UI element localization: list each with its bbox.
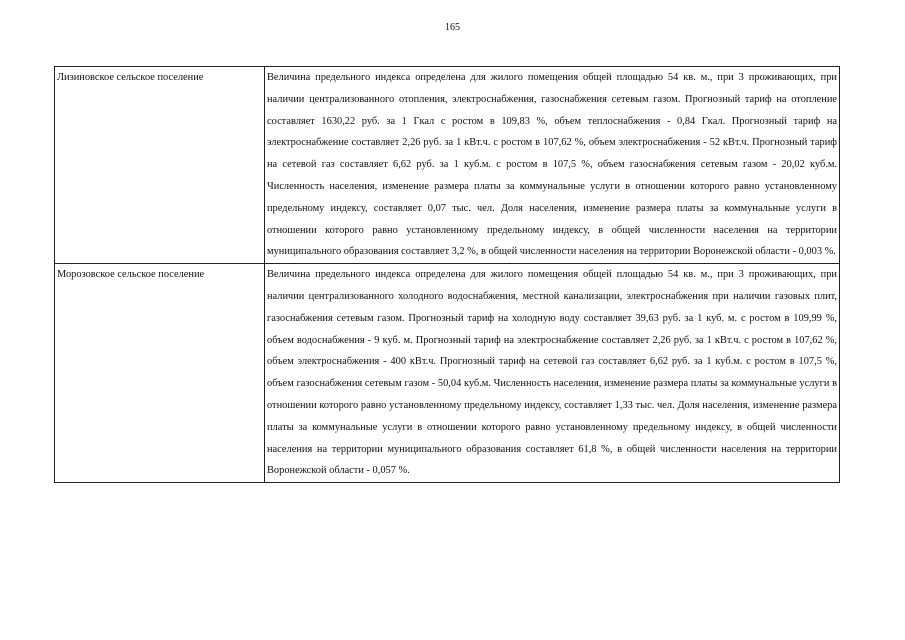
- page-number: 165: [445, 22, 460, 33]
- table-row: [55, 264, 840, 483]
- index-description-cell: Величина предельного индекса определена для жилого помещения общей площадью 54 кв. м., при 3 проживающих, при наличии централизованного отопления, электроснабжения, газоснабжения сетевым газом. Прогнозный тариф на отопление составляет 1630,22 руб. за 1 Гкал с ростом в 109,83 %, объем теплоснабжения - 0,84 Гкал. Прогнозный тариф на электроснабжение составляет 2,26 руб. за 1 кВт.ч. с ростом в 107,62 %, объем электроснабжения - 52 кВт.ч. Прогнозный тариф на сетевой газ составляет 6,62 руб. за 1 куб.м. с ростом в 107,5 %, объем газоснабжения сетевым газом - 20,02 куб.м. Численность населения, изменение размера платы за коммунальные услуги в отношении которого равно установленному предельному индексу, составляет 0,07 тыс. чел. Доля населения, изменение размера платы за коммунальные услуги в отношении которого равно установленному предельному индексу, в общей численности населения на территории муниципального образования составляет 3,2 %, в общей численности населения на территории Воронежской области - 0,003 %.: [265, 67, 840, 264]
- index-description-cell: Величина предельного индекса определена для жилого помещения общей площадью 54 кв. м., при 3 проживающих, при наличии централизованного холодного водоснабжения, местной канализации, электроснабжения при наличии газовых плит, газоснабжения сетевым газом. Прогнозный тариф на холодную воду составляет 39,63 руб. за 1 куб. м. с ростом в 109,99 %, объем водоснабжения - 9 куб. м. Прогнозный тариф на электроснабжение составляет 2,26 руб. за 1 кВт.ч. с ростом в 107,62 %, объем электроснабжения - 400 кВт.ч. Прогнозный тариф на сетевой газ составляет 6,62 руб. за 1 куб.м. с ростом в 107,5 %, объем газоснабжения сетевым газом - 50,04 куб.м. Численность населения, изменение размера платы за коммунальные услуги в отношении которого равно установленному предельному индексу, составляет 1,33 тыс. чел. Доля населения, изменение размера платы за коммунальные услуги в отношении которого равно установленному предельному индексу, в общей численности населения на территории муниципального образования составляет 61,8 %, в общей численности населения на территории Воронежской области - 0,057 %.: [265, 264, 840, 483]
- settlement-name-cell: Лизиновское сельское поселение: [55, 67, 265, 264]
- tariff-index-table: [54, 66, 840, 483]
- settlement-name-cell: Морозовское сельское поселение: [55, 264, 265, 483]
- table-row: [55, 67, 840, 264]
